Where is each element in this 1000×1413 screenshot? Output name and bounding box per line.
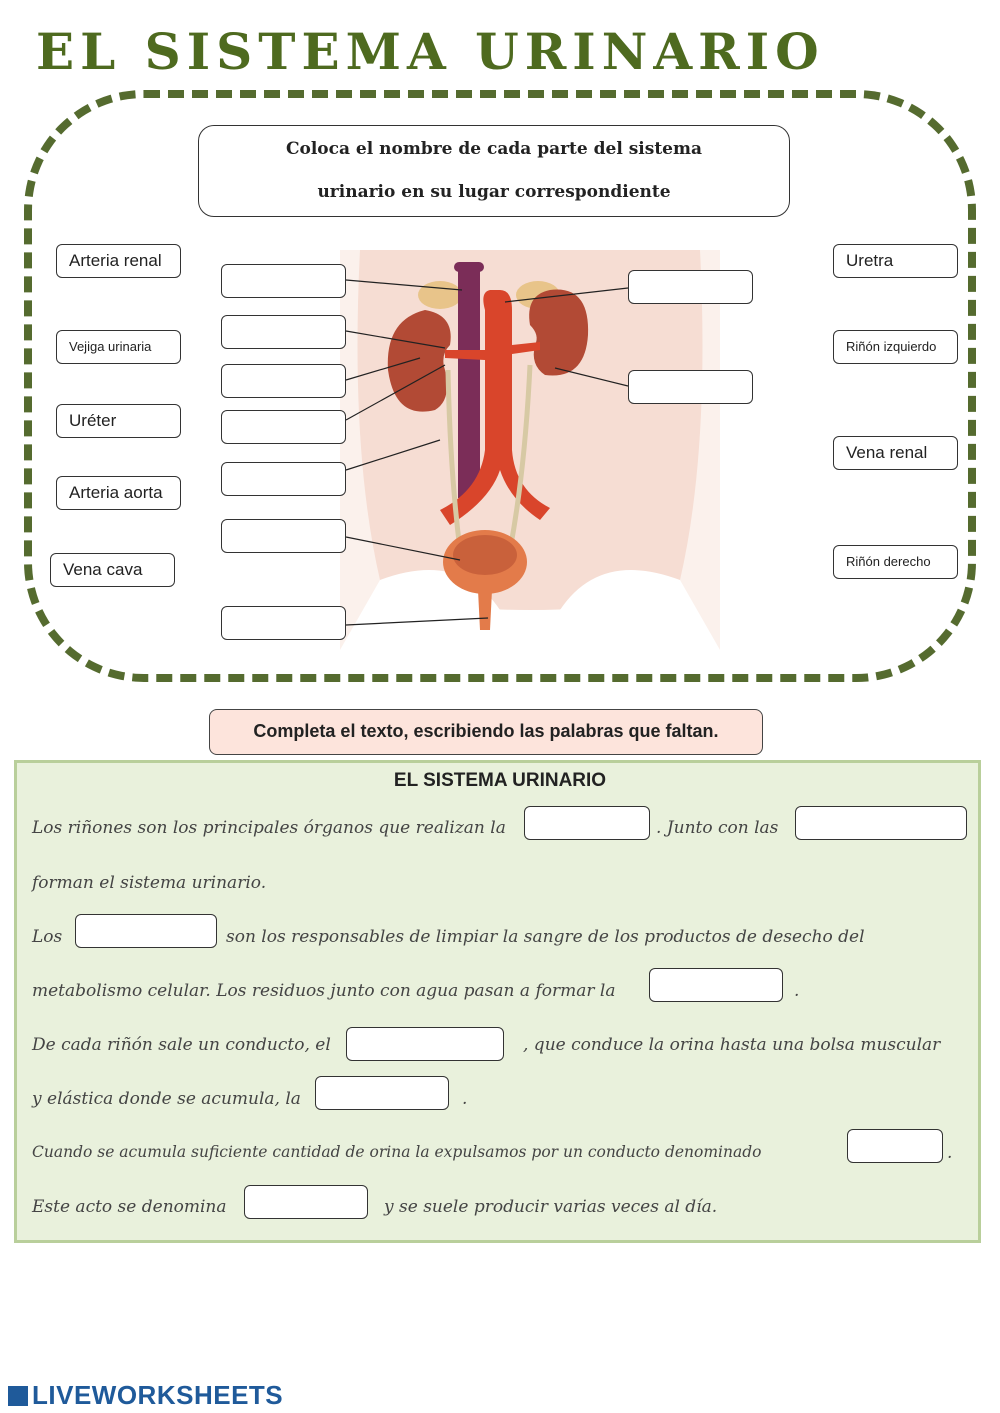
label-vena-renal[interactable]: Vena renal [833, 436, 958, 470]
label-arteria-aorta[interactable]: Arteria aorta [56, 476, 181, 510]
footer-brand-text: LIVEWORKSHEETS [32, 1380, 284, 1410]
blank-3[interactable] [75, 914, 217, 948]
text-line-8b: y se suele producir varias veces al día. [384, 1197, 718, 1217]
liveworksheets-logo-icon [8, 1386, 28, 1406]
text-line-3b: son los responsables de limpiar la sangre de los productos de desecho del [226, 927, 865, 947]
label-rinon-derecho[interactable]: Riñón derecho [833, 545, 958, 579]
task-instruction: Completa el texto, escribiendo las palabras que faltan. [209, 709, 763, 755]
text-line-4a: metabolismo celular. Los residuos junto con agua pasan a formar la [32, 981, 616, 1001]
instruction-line-1: Coloca el nombre de cada parte del sistema [285, 139, 702, 159]
text-line-5a: De cada riñón sale un conducto, el [32, 1035, 331, 1055]
text-line-7b: . [947, 1143, 953, 1163]
label-uretra[interactable]: Uretra [833, 244, 958, 278]
text-line-4b: . [794, 981, 800, 1001]
text-line-7a: Cuando se acumula suficiente cantidad de orina la expulsamos por un conducto denominado [32, 1143, 762, 1161]
blank-2[interactable] [795, 806, 967, 840]
blank-8[interactable] [244, 1185, 368, 1219]
blank-6[interactable] [315, 1076, 449, 1110]
text-line-3a: Los [32, 927, 63, 947]
text-line-1b: . Junto con las [656, 818, 779, 838]
text-line-8a: Este acto se denomina [32, 1197, 227, 1217]
label-ureter[interactable]: Uréter [56, 404, 181, 438]
blank-1[interactable] [524, 806, 650, 840]
page-title: EL SISTEMA URINARIO [36, 22, 825, 81]
text-line-5b: , que conduce la orina hasta una bolsa muscular [523, 1035, 941, 1055]
blank-4[interactable] [649, 968, 783, 1002]
blank-5[interactable] [346, 1027, 504, 1061]
text-line-6a: y elástica donde se acumula, la [32, 1089, 301, 1109]
footer-brand[interactable] [8, 1380, 283, 1411]
label-rinon-izquierdo[interactable]: Riñón izquierdo [833, 330, 958, 364]
panel-title: EL SISTEMA URINARIO [393, 770, 607, 791]
text-line-6b: . [462, 1089, 468, 1109]
label-vejiga-urinaria[interactable]: Vejiga urinaria [56, 330, 181, 364]
leader-lines [0, 0, 1000, 700]
instruction-line-2: urinario en su lugar correspondiente [317, 182, 671, 202]
blank-7[interactable] [847, 1129, 943, 1163]
text-line-1a: Los riñones son los principales órganos que realizan la [32, 818, 506, 838]
label-vena-cava[interactable]: Vena cava [50, 553, 175, 587]
text-line-2: forman el sistema urinario. [32, 873, 267, 893]
label-arteria-renal[interactable]: Arteria renal [56, 244, 181, 278]
